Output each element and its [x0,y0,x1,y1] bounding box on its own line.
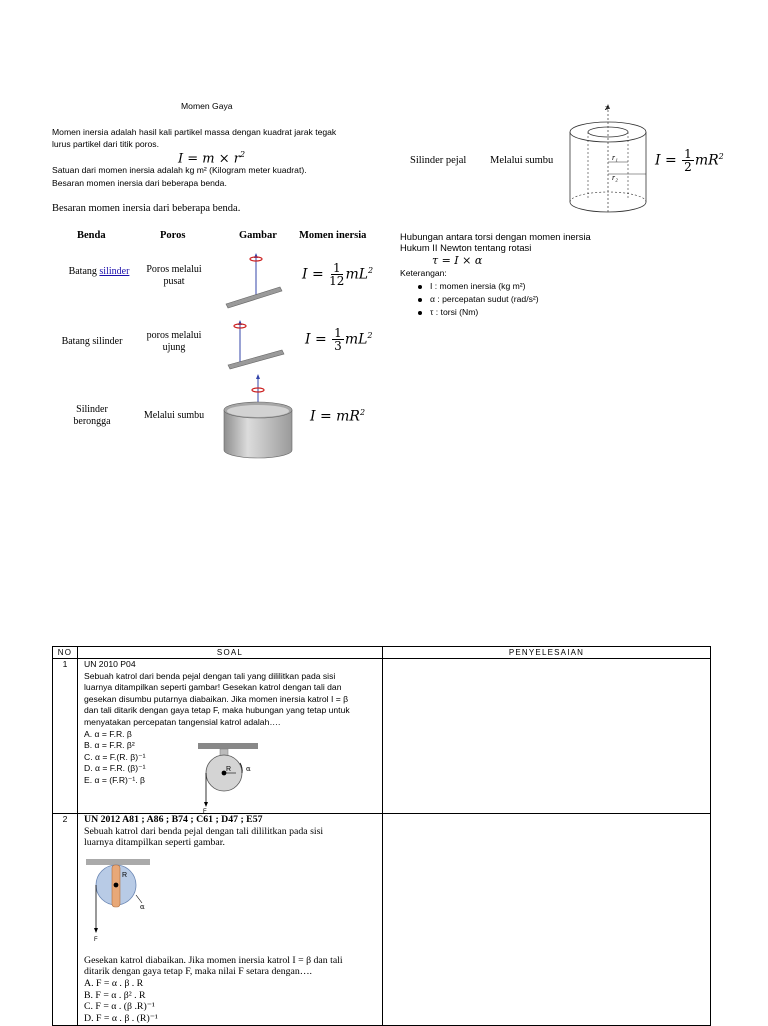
row2-benda: Batang silinder [61,336,123,347]
row2-formula: I = $\frac{1}{3}$ $mL^2$ [305,326,373,353]
solid-cylinder-label: Silinder pejal [410,155,467,166]
torsi-formula: τ = I × α [432,254,483,267]
keterangan-item-3: τ : torsi (Nm) [418,307,478,319]
soal-table-header [53,647,711,659]
r1-label: r₁ [612,153,618,162]
table-row [53,814,711,1026]
fig2-F-label: F [94,936,98,943]
row-penyelesaian [383,814,711,1026]
torsi-line-2: Hukum II Newton tentang rotasi [400,242,532,253]
fig2-R-label: R [122,871,128,879]
page-title: Momen Gaya [181,101,233,111]
fig1-alpha-label: α [246,765,251,773]
soal-table [52,646,711,1026]
keterangan-label: Keterangan: [400,268,447,278]
row1-poros: Poros melalui pusat [146,264,202,287]
fig2-alpha-label: α [140,902,145,911]
header-penyelesaian: PENYELESAIAN [383,647,711,659]
col-header-benda: Benda [77,230,106,241]
section-heading: Besaran momen inersia dari beberapa benda. [52,203,241,214]
row1-benda: Batang silinder [68,266,130,277]
pulley-figure-2 [84,859,156,945]
rod-center-figure [222,253,284,313]
torsi-line-1: Hubungan antara torsi dengan momen inersia [400,231,591,242]
besaran-line: Besaran momen inersia dari beberapa benda. [52,178,227,188]
col-header-gambar: Gambar [239,230,277,241]
row-soal: UN 2012 A81 ; A86 ; B74 ; C61 ; D47 ; E57 Sebuah katrol dari benda pejal dengan tali dililitkan pada sisi luarnya ditampilkan seperti gambar. R α F Gesekan katrol diabaikan. Jika momen inersia katrol I = β dan tali ditarik dengan gaya tetap F, maka nilai F setara dengan…. A. F = α . β . R B. F = α . β² . R C. F = α . (β .R)⁻¹ D. F = α . β . (R)⁻¹ [78,814,383,1026]
row-no: 2 [53,814,78,1026]
rod-shape [228,350,284,369]
table-row [53,659,711,814]
r2-label: r₂ [612,173,618,182]
unit-line: Satuan dari momen inersia adalah kg m² (Kilogram meter kuadrat). [52,165,307,175]
row-penyelesaian [383,659,711,814]
rod-shape [226,287,282,308]
rod-end-figure [222,320,286,372]
fig1-R-label: R [226,766,232,773]
fig1-F-label: F [203,809,207,813]
row1-formula: I = $\frac{1}{12}$ $mL^2$ [302,261,374,288]
row-soal: UN 2010 P04 Sebuah katrol dari benda pejal dengan tali yang dililitkan pada sisi luarnya ditampilkan seperti gambar! Gesekan katrol dengan tali dan gesekan disumbu putarnya diabaikan. Jika momen inersia katrol I = β dan tali ditarik dengan gaya tetap F, maka hubungan yang tetap untuk menyatakan percepatan tangensial katrol adalah…. A. α = F.R. β B. α = F.R. β² C. α = F.(R. β)⁻¹ D. α = F.R. (β)⁻¹ E. α = (F.R)⁻¹. β R α F [78,659,383,814]
row-no: 1 [53,659,78,814]
row2-poros: poros melalui ujung [146,330,202,353]
row3-formula: $I = mR^2$ [310,408,366,425]
axis-through-label: Melalui sumbu [490,155,554,166]
keterangan-item-1: I : momen inersia (kg m²) [418,281,526,293]
row3-benda: Silinder berongga [73,404,111,427]
header-no: NO [53,647,78,659]
header-soal: SOAL [78,647,383,659]
solid-cylinder-formula: I = $\frac{1}{2}$ $mR^2$ [655,147,724,174]
keterangan-item-2: α : percepatan sudut (rad/s²) [418,294,539,306]
col-header-poros: Poros [160,230,186,241]
inertia-formula: $I = m \times r^2$ [178,150,246,167]
col-header-momen: Momen inersia [299,230,367,241]
intro-line-2: lurus partikel dari titik poros. [52,139,159,149]
z-axis-label: z [605,103,609,112]
hollow-cylinder-figure [222,374,296,460]
solid-cylinder-figure [566,102,650,220]
intro-line-1: Momen inersia adalah hasil kali partikel massa dengan kuadrat jarak tegak [52,127,337,137]
silinder-link[interactable]: silinder [99,266,130,277]
pulley-figure-1 [196,743,262,813]
row3-poros: Melalui sumbu [143,410,205,421]
